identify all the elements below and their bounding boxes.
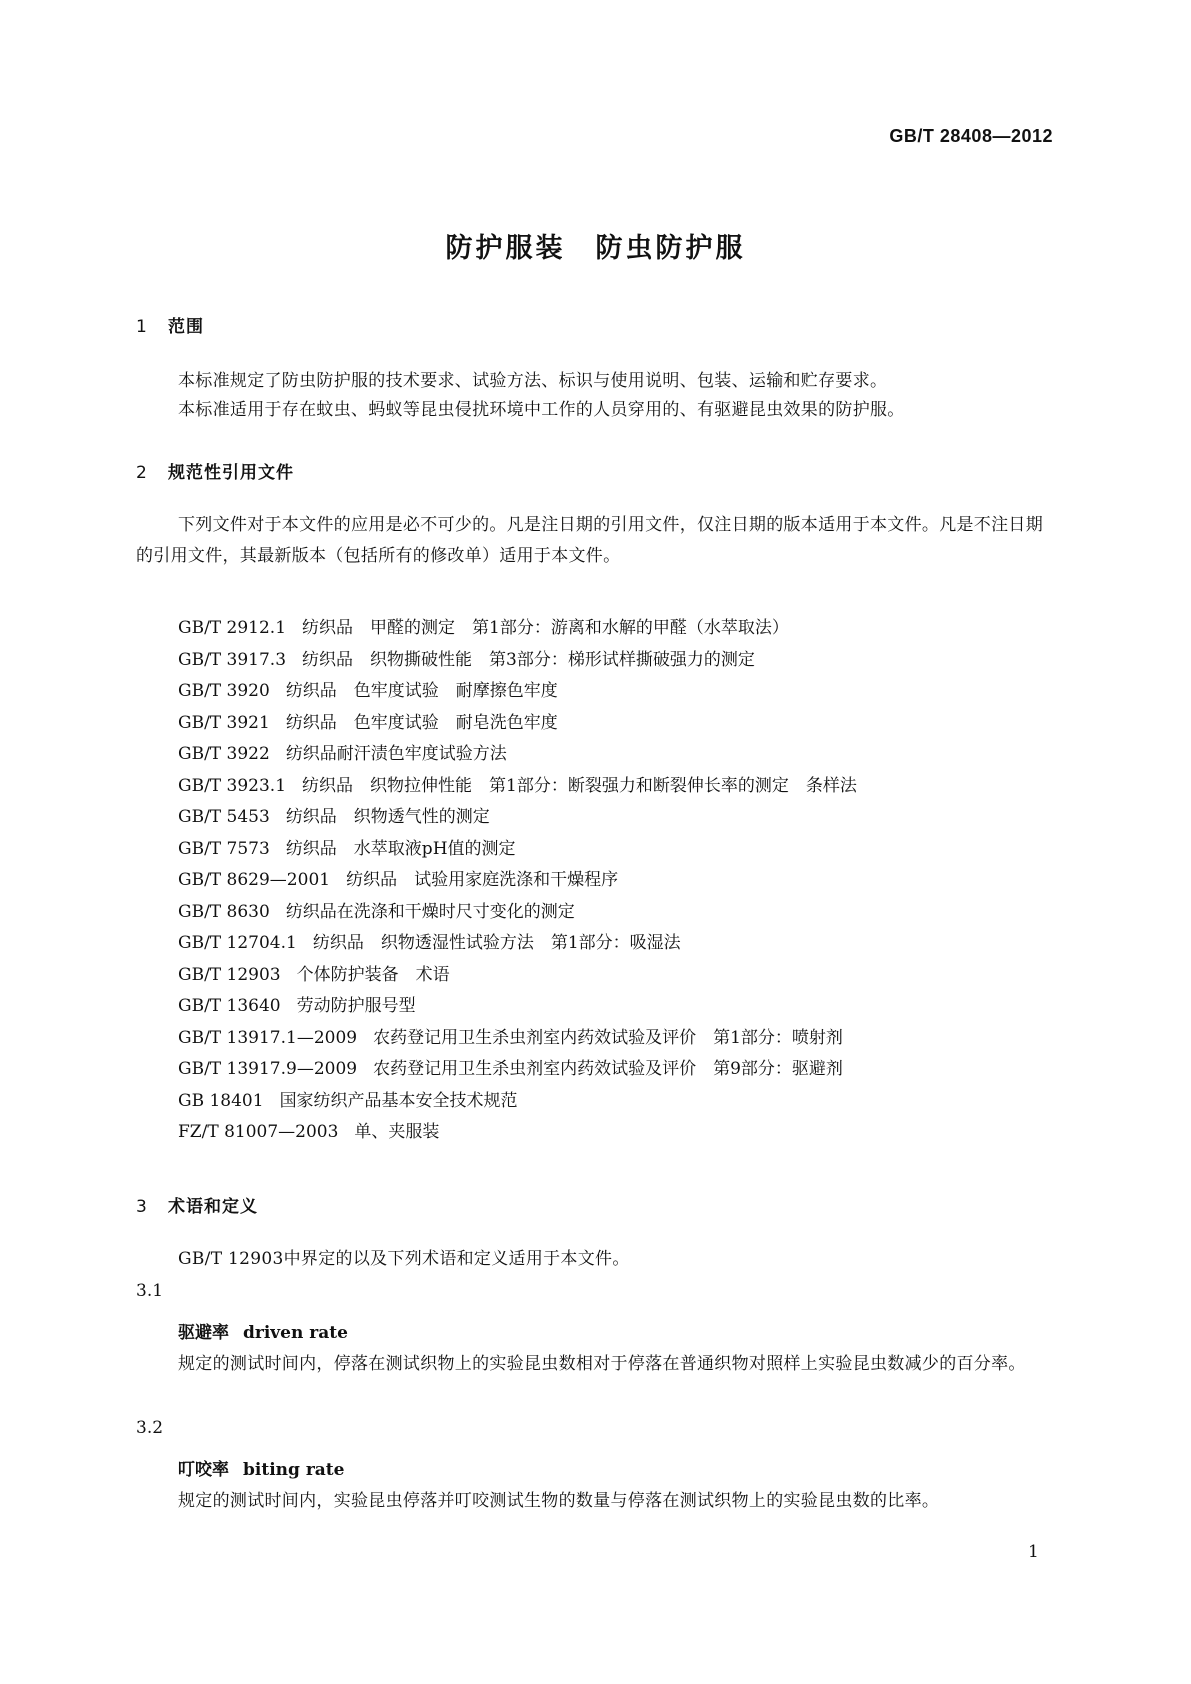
reference-item: [178, 802, 857, 834]
clause-number: 3.1: [136, 1281, 164, 1301]
section-number: 1: [136, 317, 148, 337]
reference-code: GB/T 7573: [178, 838, 270, 859]
reference-title: 个体防护装备 术语: [296, 964, 450, 985]
reference-item: [178, 834, 857, 866]
section-3-intro: GB/T 12903中界定的以及下列术语和定义适用于本文件。: [178, 1249, 630, 1269]
reference-title: 纺织品耐汗渍色牢度试验方法: [285, 744, 507, 764]
section-title: 术语和定义: [168, 1197, 258, 1217]
reference-title: 纺织品在洗涤和干燥时尺寸变化的测定: [285, 901, 575, 922]
page-number: 1: [1028, 1542, 1039, 1562]
reference-code: GB/T 5453: [178, 807, 270, 827]
reference-title: 农药登记用卫生杀虫剂室内药效试验及评价 第1部分：喷射剂: [373, 1027, 843, 1048]
reference-title: 单、夹服装: [354, 1122, 440, 1142]
reference-code: GB/T 8629—2001: [178, 870, 331, 890]
reference-code: GB/T 3923.1: [178, 775, 287, 796]
reference-code: GB/T 3917.3: [178, 649, 287, 670]
section-number: 3: [136, 1197, 148, 1217]
term-zh: 驱避率: [178, 1323, 229, 1343]
reference-code: FZ/T 81007—2003: [178, 1122, 339, 1142]
document-title: 防护服装 防虫防护服: [445, 233, 746, 264]
reference-code: GB/T 2912.1: [178, 618, 287, 638]
term-heading: [178, 1455, 344, 1480]
reference-title: 纺织品 色牢度试验 耐皂洗色牢度: [285, 712, 558, 733]
section-2-intro: 下列文件对于本文件的应用是必不可少的。凡是注日期的引用文件，仅注日期的版本适用于本文件。凡是不注日期的引用文件，其最新版本（包括所有的修改单）适用于本文件。: [136, 515, 1043, 566]
reference-code: GB/T 8630: [178, 901, 270, 922]
reference-item: [178, 645, 857, 677]
reference-list: [178, 613, 857, 1149]
reference-code: GB/T 13917.9—2009: [178, 1059, 358, 1079]
section-1-heading: [136, 312, 204, 337]
term-zh: 叮咬率: [178, 1460, 229, 1480]
reference-item: [178, 676, 857, 708]
reference-code: GB/T 3921: [178, 712, 270, 733]
reference-code: GB/T 13640: [178, 996, 281, 1016]
reference-item: [178, 1117, 857, 1149]
reference-item: [178, 960, 857, 992]
clause-number: 3.2: [136, 1418, 164, 1438]
reference-title: 劳动防护服号型: [296, 996, 416, 1016]
standard-code: GB/T 28408—2012: [889, 126, 1053, 146]
reference-title: 纺织品 色牢度试验 耐摩擦色牢度: [285, 681, 558, 701]
reference-item: [178, 897, 857, 929]
section-title: 范围: [168, 317, 204, 337]
reference-code: GB/T 12903: [178, 964, 281, 985]
reference-title: 农药登记用卫生杀虫剂室内药效试验及评价 第9部分：驱避剂: [373, 1059, 843, 1079]
reference-item: [178, 739, 857, 771]
reference-title: 纺织品 织物透气性的测定: [285, 807, 490, 827]
reference-item: [178, 613, 857, 645]
term-heading: [178, 1318, 348, 1343]
section-1-paragraph-2: 本标准适用于存在蚊虫、蚂蚁等昆虫侵扰环境中工作的人员穿用的、有驱避昆虫效果的防护服。: [178, 400, 905, 420]
section-1-paragraph-1: 本标准规定了防虫防护服的技术要求、试验方法、标识与使用说明、包装、运输和贮存要求。: [178, 371, 888, 391]
reference-title: 纺织品 甲醛的测定 第1部分：游离和水解的甲醛（水萃取法）: [302, 618, 789, 638]
reference-title: 纺织品 织物透湿性试验方法 第1部分：吸湿法: [312, 933, 681, 953]
reference-item: [178, 708, 857, 740]
reference-title: 纺织品 试验用家庭洗涤和干燥程序: [346, 870, 619, 890]
section-title: 规范性引用文件: [168, 463, 294, 483]
reference-title: 纺织品 织物撕破性能 第3部分：梯形试样撕破强力的测定: [302, 649, 755, 670]
term-en: biting rate: [243, 1460, 345, 1480]
reference-code: GB/T 12704.1: [178, 933, 297, 953]
reference-title: 纺织品 织物拉伸性能 第1部分：断裂强力和断裂伸长率的测定 条样法: [302, 775, 857, 796]
term-definition: 规定的测试时间内，停落在测试织物上的实验昆虫数相对于停落在普通织物对照样上实验昆虫数减少的百分率。: [178, 1354, 1026, 1374]
reference-item: [178, 865, 857, 897]
reference-code: GB/T 3922: [178, 744, 270, 764]
reference-item: [178, 771, 857, 803]
term-definition: 规定的测试时间内，实验昆虫停落并叮咬测试生物的数量与停落在测试织物上的实验昆虫数的比率。: [178, 1491, 940, 1511]
reference-item: [178, 928, 857, 960]
reference-item: [178, 991, 857, 1023]
reference-title: 纺织品 水萃取液pH值的测定: [285, 838, 516, 859]
reference-item: [178, 1086, 857, 1118]
section-3-heading: [136, 1192, 258, 1217]
reference-title: 国家纺织产品基本安全技术规范: [279, 1090, 518, 1111]
reference-code: GB/T 13917.1—2009: [178, 1027, 358, 1048]
reference-code: GB 18401: [178, 1090, 264, 1111]
reference-code: GB/T 3920: [178, 681, 270, 701]
section-2-heading: [136, 458, 294, 483]
reference-item: [178, 1054, 857, 1086]
term-en: driven rate: [243, 1323, 348, 1343]
section-number: 2: [136, 463, 148, 483]
reference-item: [178, 1023, 857, 1055]
